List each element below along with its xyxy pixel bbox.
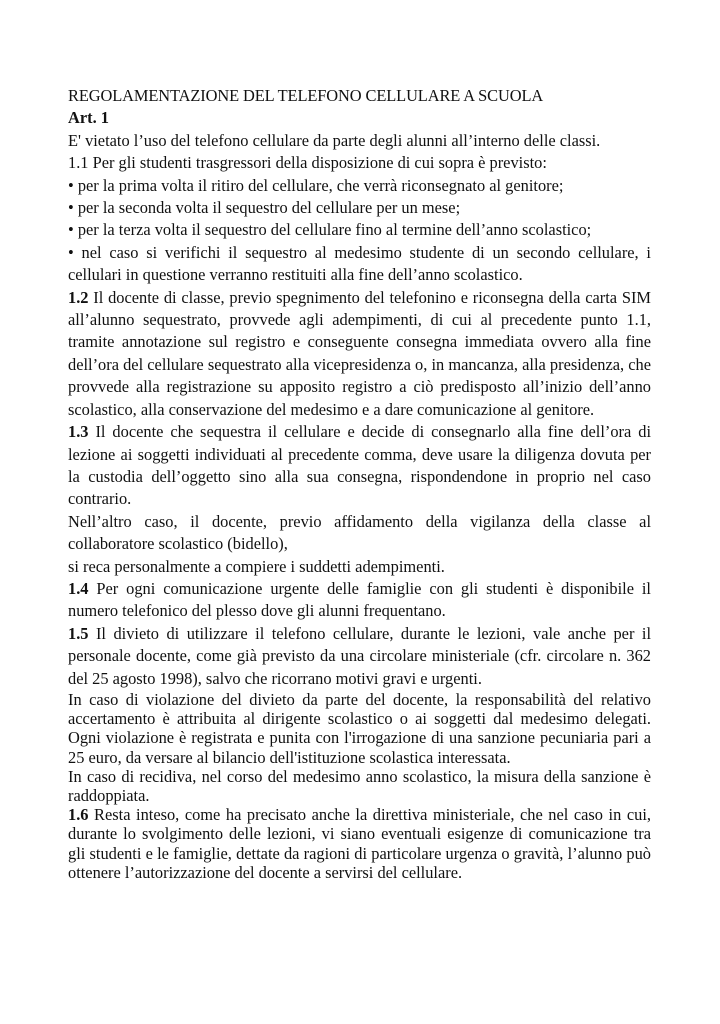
document-title: REGOLAMENTAZIONE DEL TELEFONO CELLULARE A SCUOLA — [68, 86, 544, 105]
section-number: 1.2 — [68, 287, 89, 307]
section-1-1-paragraph: 1.1 Per gli studenti trasgressori della disposizione di cui sopra è previsto: — [68, 153, 547, 173]
list-item: • per la seconda volta il sequestro del cellulare per un mese; — [68, 198, 461, 218]
section-text: Il docente che sequestra il cellulare e decide di consegnarlo alla fine dell’ora di lezione ai soggetti individuati al precedente comma, deve usare la diligenza dovuta per la custodia dell’oggetto sino alla sua consegna, rispondendone in proprio nel caso contrario. — [68, 422, 651, 509]
section-1-6-paragraph — [68, 805, 651, 882]
section-1-5-paragraph — [68, 623, 651, 690]
section-number: 1.5 — [68, 623, 89, 643]
section-number: 1.6 — [68, 805, 89, 825]
section-1-2-paragraph — [68, 287, 651, 421]
section-1-3-paragraph — [68, 421, 651, 511]
section-number: 1.3 — [68, 422, 89, 442]
section-1-3-other-case: Nell’altro caso, il docente, previo affidamento della vigilanza della classe al collaboratore scolastico (bidello), — [68, 511, 651, 554]
section-text: Resta inteso, come ha precisato anche la direttiva ministeriale, che nel caso in cui, durante lo svolgimento delle lezioni, vi siano eventuali esigenze di comunicazione tra gli studenti e le famiglie, dettate da ragioni di particolare urgenza o gravità, l’alunno può ottenere l’autorizzazione del docente a servirsi del cellulare. — [68, 805, 651, 882]
section-number: 1.4 — [68, 578, 89, 598]
section-text: Il docente di classe, previo spegnimento del telefonino e riconsegna della carta SIM all’alunno sequestrato, provvede agli adempimenti, di cui al precedente punto 1.1, tramite annotazione sul registro e conseguente consegna immediata ovvero alla fine dell’ora del cellulare sequestrato alla vicepresidenza o, in mancanza, alla presidenza, che provvede alla registrazione su apposito registro a ciò predisposto all’inizio dell’anno scolastico, alla conservazione del medesimo e a dare comunicazione al genitore. — [68, 287, 651, 419]
section-text: Il divieto di utilizzare il telefono cellulare, durante le lezioni, vale anche per il personale docente, come già previsto da una circolare ministeriale (cfr. circolare n. 362 del 25 agosto 1998), salvo che ricorrano motivi gravi e urgenti. — [68, 623, 651, 688]
section-1-4-paragraph — [68, 578, 651, 623]
violation-paragraph: In caso di violazione del divieto da parte del docente, la responsabilità del relativo accertamento è attribuita al dirigente scolastico o ai soggetti dal medesimo delegati. Ogni violazione è registrata e punita con l'irrogazione di una sanzione pecuniaria pari a 25 euro, da versare al bilancio dell'istituzione scolastica interessata. — [68, 689, 651, 767]
document-body — [68, 85, 651, 882]
section-1-3-end: si reca personalmente a compiere i suddetti adempimenti. — [68, 556, 445, 576]
intro-paragraph: E' vietato l’uso del telefono cellulare da parte degli alunni all’interno delle classi. — [68, 130, 601, 150]
list-item: • per la prima volta il ritiro del cellulare, che verrà riconsegnato al genitore; — [68, 175, 564, 195]
list-item: • per la terza volta il sequestro del cellulare fino al termine dell’anno scolastico; — [68, 220, 592, 240]
recidiva-paragraph: In caso di recidiva, nel corso del medesimo anno scolastico, la misura della sanzione è raddoppiata. — [68, 766, 651, 805]
section-text: Per ogni comunicazione urgente delle famiglie con gli studenti è disponibile il numero telefonico del plesso dove gli alunni frequentano. — [68, 578, 651, 621]
article-heading: Art. 1 — [68, 108, 109, 128]
list-item: • nel caso si verifichi il sequestro al medesimo studente di un secondo cellulare, i cellulari in questione verranno restituiti alla fine dell’anno scolastico. — [68, 242, 651, 285]
